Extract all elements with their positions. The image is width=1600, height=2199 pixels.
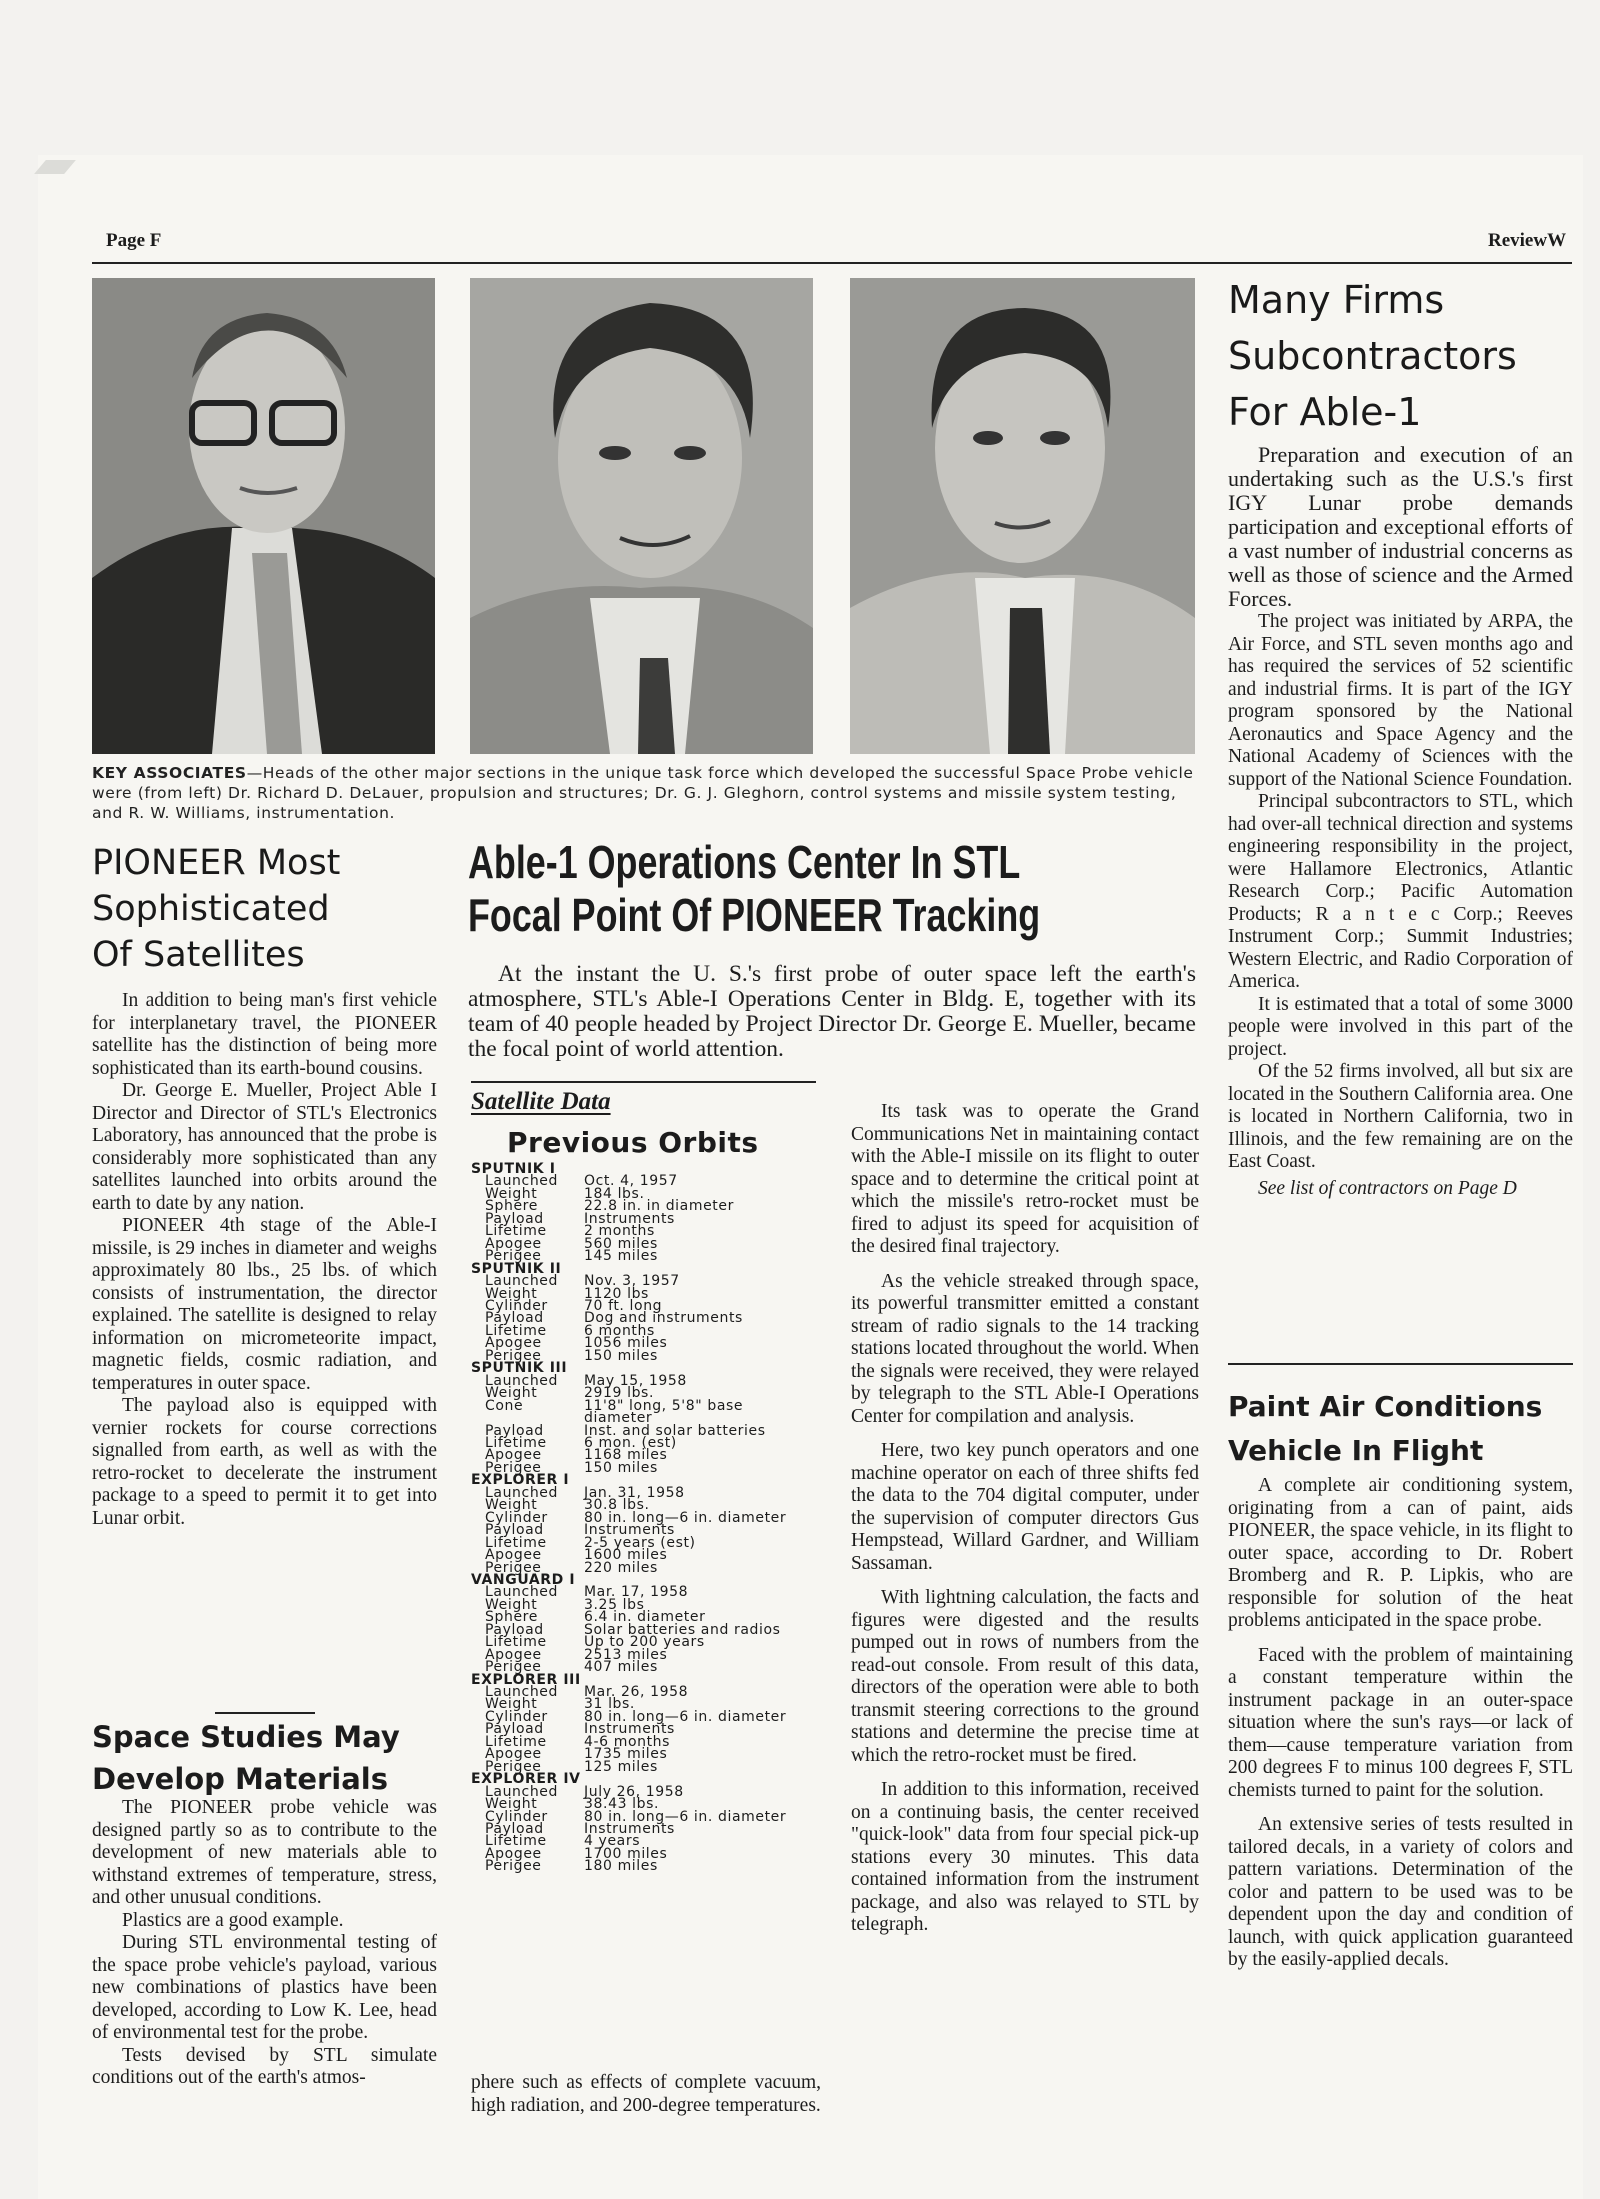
row-label: Apogee bbox=[485, 1547, 542, 1564]
paragraph: Faced with the problem of maintaining a constant temperature within the instrument package in an outer-space situation where the sun's rays—or lack of them—cause temperature variation from 200 degrees F to minus 100 degrees F, STL chemists turned to paint for the solution. bbox=[1228, 1644, 1573, 1801]
row-value: Up to 200 years bbox=[584, 1634, 705, 1651]
row-value: 3.25 lbs bbox=[584, 1596, 645, 1613]
row-label: Lifetime bbox=[485, 1833, 547, 1850]
row-value: Mar. 17, 1958 bbox=[584, 1584, 689, 1601]
headline-line: Develop Materials bbox=[92, 1762, 389, 1796]
row-value: 80 in. long—6 in. diameter bbox=[584, 1509, 787, 1526]
satellite-data-title: Satellite Data bbox=[471, 1088, 611, 1115]
paragraph: A complete air conditioning system, originating from a can of paint, aids PIONEER, the space vehicle, in its flight to outer space, according to Dr. Robert Bromberg and R. P. Lipkis, who are responsible for solution of the heat problems anticipated in the space probe. bbox=[1228, 1475, 1573, 1631]
satellite-name: SPUTNIK III bbox=[471, 1360, 568, 1377]
headline-line: Subcontractors bbox=[1228, 334, 1517, 378]
row-label: Payload bbox=[485, 1621, 544, 1638]
row-label: Sphere bbox=[485, 1609, 538, 1626]
row-value: 1735 miles bbox=[584, 1746, 668, 1763]
row-label: Lifetime bbox=[485, 1223, 547, 1240]
space-studies-body bbox=[92, 1797, 437, 2090]
row-label: Lifetime bbox=[485, 1634, 547, 1651]
row-value: 80 in. long—6 in. diameter bbox=[584, 1808, 787, 1825]
paragraph: Principal subcontractors to STL, which had over-all technical direction and systems engineering responsibility in the project, were Hallamore Electronics, Atlantic Research Corp.; Pacific Automation Products; R a n t e c Corp.; Reeves Instrument Corp.; Summit Industries; Western Electric, and Radio Corporation of America. bbox=[1228, 791, 1573, 992]
satellite-name: EXPLORER III bbox=[471, 1671, 581, 1688]
paragraph: The PIONEER probe vehicle was designed partly so as to contribute to the development of new materials able to withstand extremes of temperature, stress, and other unusual conditions. bbox=[92, 1797, 437, 1908]
paragraph: Tests devised by STL simulate conditions out of the earth's atmos- bbox=[92, 2044, 437, 2088]
row-value: 6 months bbox=[584, 1322, 655, 1339]
publication-name: ReviewW bbox=[1488, 230, 1567, 251]
row-label: Perigee bbox=[485, 1559, 542, 1576]
lead-paragraph: At the instant the U. S.'s first probe of outer space left the earth's atmosphere, STL's Able-I Operations Center in Bldg. E, together with its team of 40 people headed by Project Director Dr. George E. Mueller, became the focal point of world attention. bbox=[468, 961, 1196, 1062]
row-label: Cylinder bbox=[485, 1509, 548, 1526]
row-value: 70 ft. long bbox=[584, 1297, 663, 1314]
satellite-name: EXPLORER I bbox=[471, 1472, 570, 1489]
row-label: Apogee bbox=[485, 1335, 542, 1352]
paragraph: An extensive series of tests resulted in tailored decals, in a variety of colors and pattern variations. Determination of the color and pattern to be used was to be dependent upon the day and condition of launch, with quick application guaranteed by the easily-applied decals. bbox=[1228, 1814, 1573, 1970]
header-rule bbox=[92, 262, 1572, 264]
row-value: May 15, 1958 bbox=[584, 1372, 687, 1389]
headline-line: PIONEER Most bbox=[92, 843, 341, 883]
row-value: 1120 lbs bbox=[584, 1285, 649, 1302]
paint-article-body bbox=[1228, 1475, 1573, 1972]
space-studies-continuation bbox=[471, 2072, 821, 2117]
row-label: Perigee bbox=[485, 1459, 542, 1476]
row-label: Weight bbox=[485, 1385, 538, 1402]
paragraph: phere such as effects of complete vacuum, high radiation, and 200-degree temperatures. bbox=[471, 2072, 821, 2116]
row-value: 6 mon. (est) bbox=[584, 1434, 677, 1451]
row-label: Weight bbox=[485, 1497, 538, 1514]
row-value: 1600 miles bbox=[584, 1547, 668, 1564]
photo-gleghorn bbox=[470, 278, 813, 754]
row-value: July 26, 1958 bbox=[584, 1783, 684, 1800]
row-label: Launched bbox=[485, 1584, 558, 1601]
headline-line: Focal Point Of PIONEER Tracking bbox=[468, 889, 1041, 941]
left-headline bbox=[92, 840, 340, 978]
paragraph: Dr. George E. Mueller, Project Able I Director and Director of STL's Electronics Laboratory, has announced that the probe is considerably more sophisticated than any satellites launched into orbits around the earth to date by any nation. bbox=[92, 1080, 437, 1214]
row-value: 560 miles bbox=[584, 1235, 658, 1252]
row-value: 184 lbs. bbox=[584, 1185, 645, 1202]
row-value: 2513 miles bbox=[584, 1646, 668, 1663]
row-label: Payload bbox=[485, 1821, 544, 1838]
row-value: 407 miles bbox=[584, 1659, 658, 1676]
row-value: 4-6 months bbox=[584, 1733, 671, 1750]
row-value: Instruments bbox=[584, 1522, 675, 1539]
row-label: Weight bbox=[485, 1696, 538, 1713]
row-value: Jan. 31, 1958 bbox=[584, 1484, 685, 1501]
right-article-body bbox=[1228, 443, 1573, 1200]
row-label: Lifetime bbox=[485, 1733, 547, 1750]
satellite-name: EXPLORER IV bbox=[471, 1771, 581, 1788]
row-label: Cylinder bbox=[485, 1708, 548, 1725]
row-value: 31 lbs. bbox=[584, 1696, 635, 1713]
satellite-name: SPUTNIK I bbox=[471, 1161, 556, 1177]
previous-orbits-title: Previous Orbits bbox=[507, 1126, 759, 1159]
row-value: 4 years bbox=[584, 1833, 641, 1850]
paragraph: Plastics are a good example. bbox=[122, 1909, 344, 1931]
headline-line: Many Firms bbox=[1228, 278, 1445, 322]
row-label: Weight bbox=[485, 1596, 538, 1613]
row-value: 6.4 in. diameter bbox=[584, 1609, 706, 1626]
paragraph: It is estimated that a total of some 3000 people were involved in this part of the project. bbox=[1228, 993, 1573, 1060]
paragraph: The project was initiated by ARPA, the Air Force, and STL seven months ago and has required the services of 52 scientific and industrial firms. It is part of the IGY program sponsored by the National Aeronautics and Space Agency and the National Academy of Sciences with the support of the National Science Foundation. bbox=[1228, 611, 1573, 790]
row-value: Instruments bbox=[584, 1721, 675, 1738]
row-label: Cylinder bbox=[485, 1297, 548, 1314]
row-value: 145 miles bbox=[584, 1248, 658, 1265]
row-value: 150 miles bbox=[584, 1347, 658, 1364]
row-label: Launched bbox=[485, 1484, 558, 1501]
left-article-body bbox=[92, 990, 437, 1530]
headline-line: Of Satellites bbox=[92, 935, 305, 975]
row-value: Nov. 3, 1957 bbox=[584, 1273, 680, 1290]
row-value: Oct. 4, 1957 bbox=[584, 1173, 678, 1190]
row-value: 150 miles bbox=[584, 1459, 658, 1476]
row-label: Lifetime bbox=[485, 1534, 547, 1551]
row-label: Sphere bbox=[485, 1198, 538, 1215]
section-divider bbox=[215, 1712, 315, 1714]
paragraph: Its task was to operate the Grand Communications Net in maintaining contact with the Able-I missile on its flight to outer space and to determine the critical point at which the missile's retro-rocket must be fired to adjust its speed for acquisition of the desired final trajectory. bbox=[851, 1101, 1199, 1257]
row-label: Payload bbox=[485, 1721, 544, 1738]
row-label: Weight bbox=[485, 1285, 538, 1302]
row-label: Payload bbox=[485, 1210, 544, 1227]
center-lead bbox=[468, 962, 1196, 1062]
satellite-data-rule bbox=[471, 1081, 816, 1083]
row-value: Dog and instruments bbox=[584, 1310, 743, 1327]
paragraph: As the vehicle streaked through space, its powerful transmitter emitted a constant stream of radio signals to the 14 tracking stations located throughout the world. When the signals were received, they were relayed by telegraph to the STL Able-I Operations Center for compilation and analysis. bbox=[851, 1270, 1199, 1427]
row-label: Lifetime bbox=[485, 1434, 547, 1451]
row-value: Inst. and solar batteries bbox=[584, 1422, 766, 1439]
row-value: 1700 miles bbox=[584, 1845, 668, 1862]
photo-delauer bbox=[92, 278, 435, 754]
row-value: Solar batteries and radios bbox=[584, 1621, 781, 1638]
satellite-name: VANGUARD I bbox=[471, 1571, 576, 1588]
row-label: Perigee bbox=[485, 1347, 542, 1364]
row-label: Launched bbox=[485, 1273, 558, 1290]
row-value: 2-5 years (est) bbox=[584, 1534, 696, 1551]
row-label: Apogee bbox=[485, 1235, 542, 1252]
row-label: Payload bbox=[485, 1522, 544, 1539]
right-headline bbox=[1228, 272, 1517, 440]
row-value: 1168 miles bbox=[584, 1447, 668, 1464]
row-value: 11'8" long, 5'8" base diameter bbox=[584, 1397, 744, 1427]
paragraph: PIONEER 4th stage of the Able-I missile, is 29 inches in diameter and weighs approximately 80 lbs., 25 lbs. of which consists of instrumentation, the director explained. The satellite is designed to relay information on micrometeorite impact, magnetic fields, cosmic radiation, and temperatures in outer space. bbox=[92, 1215, 437, 1394]
headline-line: Vehicle In Flight bbox=[1228, 1434, 1484, 1467]
row-label: Lifetime bbox=[485, 1322, 547, 1339]
headline-line: Sophisticated bbox=[92, 889, 330, 929]
see-also-link: See list of contractors on Page D bbox=[1258, 1177, 1517, 1199]
row-value: Mar. 26, 1958 bbox=[584, 1684, 689, 1701]
row-label: Apogee bbox=[485, 1746, 542, 1763]
paragraph: In addition to this information, received on a continuing basis, the center received "quick-look" data from four special pick-up stations every 30 minutes. This data contained information from the instrument package, and also was relayed to STL by telegraph. bbox=[851, 1779, 1199, 1935]
paragraph: The payload also is equipped with vernier rockets for course corrections signalled from earth, as well as with the retro-rocket to decelerate the instrument package to a speed to permit it to get into Lunar orbit. bbox=[92, 1395, 437, 1529]
row-label: Perigee bbox=[485, 1858, 542, 1875]
row-label: Launched bbox=[485, 1684, 558, 1701]
row-value: 180 miles bbox=[584, 1858, 658, 1875]
row-value: Instruments bbox=[584, 1210, 675, 1227]
row-label: Cone bbox=[485, 1397, 524, 1414]
row-value: 1056 miles bbox=[584, 1335, 668, 1352]
paint-headline bbox=[1228, 1385, 1542, 1473]
satellite-data-table bbox=[471, 1163, 816, 1873]
row-value: 2 months bbox=[584, 1223, 655, 1240]
paragraph: Of the 52 firms involved, all but six are located in the Southern California area. One is located in Northern California, two in Illinois, and the few remaining are on the East Coast. bbox=[1228, 1061, 1573, 1172]
photo-williams bbox=[850, 278, 1195, 754]
headline-line: For Able-1 bbox=[1228, 390, 1422, 434]
row-value: 22.8 in. in diameter bbox=[584, 1198, 734, 1215]
paragraph: During STL environmental testing of the space probe vehicle's payload, various new combinations of plastics have been developed, according to Low K. Lee, head of environmental test for the probe. bbox=[92, 1932, 437, 2043]
paragraph: In addition to being man's first vehicle for interplanetary travel, the PIONEER satellite has the distinction of being more sophisticated than its earth-bound cousins. bbox=[92, 990, 437, 1079]
headline-line: Able-1 Operations Center In STL bbox=[468, 836, 1021, 888]
row-value: 125 miles bbox=[584, 1758, 658, 1775]
headline-line: Paint Air Conditions bbox=[1228, 1390, 1543, 1423]
row-label: Launched bbox=[485, 1783, 558, 1800]
center-headline bbox=[468, 836, 1040, 942]
row-label: Perigee bbox=[485, 1248, 542, 1265]
row-value: 80 in. long—6 in. diameter bbox=[584, 1708, 787, 1725]
photo-caption bbox=[92, 763, 1200, 823]
caption-lead: KEY ASSOCIATES bbox=[92, 764, 247, 782]
row-label: Payload bbox=[485, 1310, 544, 1327]
row-label: Launched bbox=[485, 1372, 558, 1389]
row-label: Perigee bbox=[485, 1659, 542, 1676]
row-label: Weight bbox=[485, 1185, 538, 1202]
paragraph: With lightning calculation, the facts and figures were digested and the results pumped out in rows of numbers from the read-out console. From result of this data, directors of the operation were able to both transmit steering corrections to the ground stations and determine the precise time at which the retro-rocket must be fired. bbox=[851, 1587, 1199, 1766]
row-label: Apogee bbox=[485, 1646, 542, 1663]
row-label: Weight bbox=[485, 1796, 538, 1813]
row-label: Launched bbox=[485, 1173, 558, 1190]
center-article-body bbox=[851, 1101, 1199, 1937]
headline-line: Space Studies May bbox=[92, 1720, 400, 1754]
satellite-name: SPUTNIK II bbox=[471, 1260, 562, 1277]
space-studies-headline bbox=[92, 1716, 400, 1800]
row-label: Cylinder bbox=[485, 1808, 548, 1825]
satellite-data-row bbox=[471, 1397, 816, 1427]
row-value: 30.8 lbs. bbox=[584, 1497, 650, 1514]
lead-paragraph: Preparation and execution of an undertaking such as the U.S.'s first IGY Lunar probe demands participation and exceptional efforts of a vast number of industrial concerns as well as those of science and the Armed Forces. bbox=[1228, 442, 1573, 611]
row-value: 220 miles bbox=[584, 1559, 658, 1576]
row-label: Apogee bbox=[485, 1845, 542, 1862]
row-value: Instruments bbox=[584, 1821, 675, 1838]
row-label: Perigee bbox=[485, 1758, 542, 1775]
page-label: Page F bbox=[106, 230, 162, 251]
caption-text: —Heads of the other major sections in the unique task force which developed the successful Space Probe vehicle were (from left) Dr. Richard D. DeLauer, propulsion and structures; Dr. G. J. Gleghorn, control systems and missile system testing, and R. W. Williams, instrumentation. bbox=[92, 764, 1194, 822]
row-value: 38.43 lbs. bbox=[584, 1796, 660, 1813]
paragraph: Here, two key punch operators and one machine operator on each of three shifts fed the data to the 704 digital computer, under the supervision of computer directors Gus Hempstead, Willard Gardner, and William Sassaman. bbox=[851, 1440, 1199, 1574]
row-label: Apogee bbox=[485, 1447, 542, 1464]
satellite-data-row bbox=[471, 1858, 816, 1875]
row-value: 2919 lbs. bbox=[584, 1385, 654, 1402]
row-label: Payload bbox=[485, 1422, 544, 1439]
section-divider bbox=[1228, 1363, 1573, 1365]
